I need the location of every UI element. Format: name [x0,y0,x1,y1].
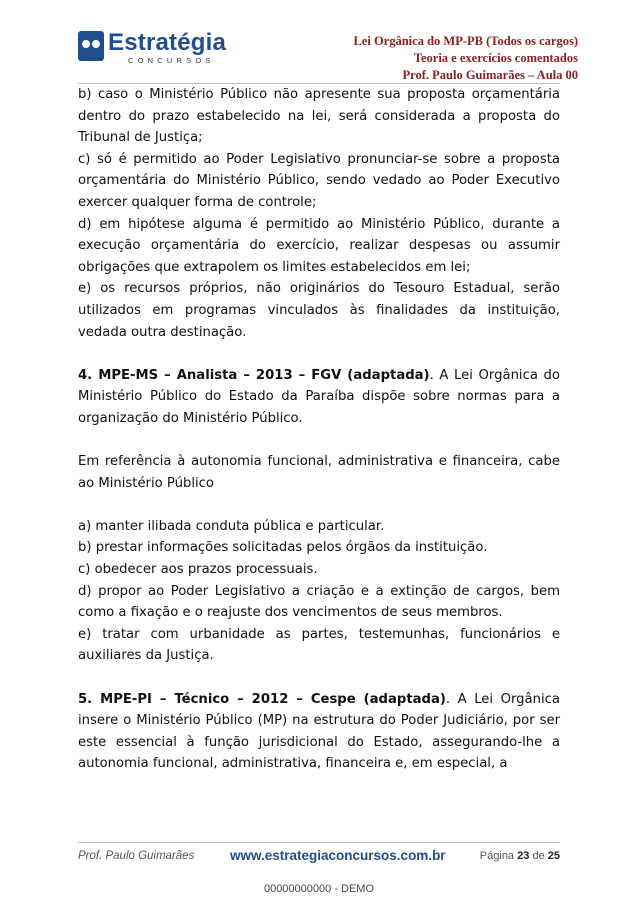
body-paragraph: c) obedecer aos prazos processuais. [78,562,318,578]
footer-page-number [480,850,560,862]
question-text: . A Lei Orgânica insere o Ministério Público (MP) na estrutura do Poder Judiciário, por ser este essencial à função jurisdicional do Estado, assegurando-lhe a autonomia funcional, administrativa, financeira e, em especial, a [78,691,560,772]
logo-subtitle: CONCURSOS [128,56,215,65]
paragraph-spacer [78,430,560,452]
question-paragraph [78,365,560,430]
header-title-line1: Lei Orgânica do MP-PB (Todos os cargos) [353,34,578,48]
page-footer [78,848,560,868]
paragraph-spacer [78,343,560,365]
body-paragraph: a) manter ilibada conduta pública e particular. [78,518,385,534]
body-paragraph: e) os recursos próprios, não originários do Tesouro Estadual, serão utilizados em programas vinculados às finalidades da instituição, vedada outra destinação. [78,281,560,340]
header-title-block [353,33,578,84]
body-paragraph: d) em hipótese alguma é permitido ao Ministério Público, durante a execução orçamentária do exercício, realizar despesas ou assumir obrigações que extrapolem os limites estabelecidos em lei; [78,216,560,275]
page-total: 25 [547,850,560,862]
paragraph-spacer [78,667,560,689]
footer-divider [78,842,560,843]
page-current: 23 [517,850,530,862]
page-header [0,0,638,84]
logo-name: Estratégia [108,29,227,56]
owl-logo-icon [78,31,104,61]
question-paragraph [78,689,560,775]
body-paragraph: e) tratar com urbanidade as partes, testemunhas, funcionários e auxiliares da Justiça. [78,626,560,664]
body-paragraph: Em referência à autonomia funcional, administrativa e financeira, cabe ao Ministério Público [78,454,560,491]
brand-logo [78,29,230,69]
question-title: 5. MPE-PI – Técnico – 2012 – Cespe (adaptada) [78,691,446,707]
paragraph-spacer [78,494,560,516]
footer-site-link[interactable]: www.estrategiaconcursos.com.br [230,848,446,863]
document-body [78,84,560,775]
footer-author: Prof. Paulo Guimarães [78,850,195,862]
page-of-label: de [532,850,545,862]
body-paragraph: d) propor ao Poder Legislativo a criação e a extinção de cargos, bem como a fixação e o reajuste dos vencimentos de seus membros. [78,583,560,621]
page-label: Página [479,850,515,862]
body-paragraph: b) caso o Ministério Público não apresente sua proposta orçamentária dentro do prazo estabelecido na lei, será considerada a proposta do Tribunal de Justiça; [78,87,560,146]
question-text: . A Lei Orgânica do Ministério Público do Estado da Paraíba dispõe sobre normas para a organização do Ministério Público. [78,367,560,426]
body-paragraph: c) só é permitido ao Poder Legislativo pronunciar-se sobre a proposta orçamentária do Ministério Público, sendo vedado ao Poder Executivo exercer qualquer forma de controle; [78,151,560,210]
demo-watermark-text: 00000000000 - DEMO [263,883,375,895]
body-paragraph: b) prestar informações solicitadas pelos órgãos da instituição. [78,540,488,556]
header-title-line2: Teoria e exercícios comentados [413,51,578,65]
question-title: 4. MPE-MS – Analista – 2013 – FGV (adaptada) [78,367,430,383]
header-title-line3: Prof. Paulo Guimarães – Aula 00 [402,68,578,82]
